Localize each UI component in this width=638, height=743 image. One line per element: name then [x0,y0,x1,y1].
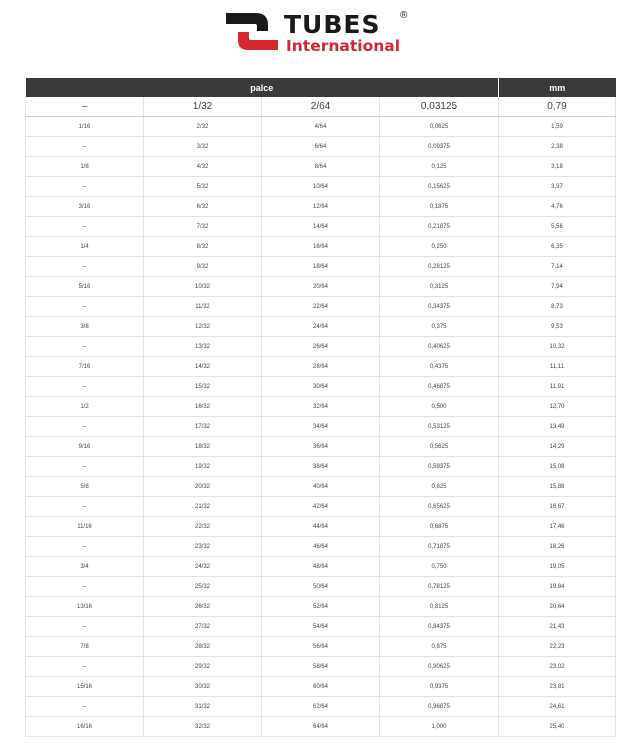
fraction-32nds-cell: 31/32 [144,697,262,717]
fraction-64ths-cell: 22/64 [262,297,380,317]
fraction-64ths-cell: 16/64 [262,237,380,257]
fraction-16ths-cell: – [26,217,144,237]
fraction-16ths-cell: 15/16 [26,677,144,697]
fraction-64ths-cell: 20/64 [262,277,380,297]
fraction-32nds-cell: 19/32 [144,457,262,477]
tube-bend-icon [224,10,280,52]
fraction-64ths-cell: 56/64 [262,637,380,657]
logo-wordmark-tubes: TUBES [284,10,381,39]
table-row [26,197,616,217]
fraction-32nds-cell: 29/32 [144,657,262,677]
fraction-32nds-cell: 32/32 [144,717,262,737]
fraction-32nds-cell: 16/32 [144,397,262,417]
decimal-inch-cell: 0,5625 [380,437,499,457]
fraction-64ths-cell: 54/64 [262,617,380,637]
table-row [26,217,616,237]
decimal-inch-cell: 0,6875 [380,517,499,537]
fraction-32nds-cell: 12/32 [144,317,262,337]
table-row [26,697,616,717]
decimal-inch-cell: 0,250 [380,237,499,257]
millimeter-cell: 4,76 [499,197,616,217]
fraction-16ths-cell: – [26,697,144,717]
table-row [26,537,616,557]
decimal-inch-cell: 0,71875 [380,537,499,557]
fraction-64ths-cell: 52/64 [262,597,380,617]
registered-mark: ® [400,10,408,21]
decimal-inch-cell: 0,84375 [380,617,499,637]
millimeter-cell: 15,08 [499,457,616,477]
millimeter-cell: 9,53 [499,317,616,337]
conversion-table [25,78,616,737]
decimal-inch-cell: 0,625 [380,477,499,497]
millimeter-cell: 8,73 [499,297,616,317]
fraction-16ths-cell: 5/8 [26,477,144,497]
decimal-inch-cell: 0,4375 [380,357,499,377]
millimeter-cell: 11,11 [499,357,616,377]
millimeter-cell: 23,02 [499,657,616,677]
fraction-16ths-cell: – [26,457,144,477]
fraction-16ths-cell: 3/16 [26,197,144,217]
decimal-inch-cell: 0,53125 [380,417,499,437]
fraction-32nds-cell: 20/32 [144,477,262,497]
fraction-32nds-cell: 30/32 [144,677,262,697]
table-row [26,657,616,677]
fraction-32nds-cell: 15/32 [144,377,262,397]
decimal-inch-cell: 0,46875 [380,377,499,397]
table-row [26,397,616,417]
fraction-64ths-cell: 18/64 [262,257,380,277]
millimeter-cell: 1,59 [499,117,616,137]
table-row [26,317,616,337]
millimeter-cell: 3,18 [499,157,616,177]
table-row [26,177,616,197]
decimal-inch-cell: 0,09375 [380,137,499,157]
fraction-16ths-cell: – [26,497,144,517]
fraction-16ths-cell: 13/16 [26,597,144,617]
decimal-inch-cell: 0,8125 [380,597,499,617]
millimeter-cell: 21,43 [499,617,616,637]
fraction-64ths-cell: 34/64 [262,417,380,437]
decimal-inch-cell: 0,500 [380,397,499,417]
decimal-inch-cell: 0,750 [380,557,499,577]
fraction-16ths-cell: 9/16 [26,437,144,457]
fraction-16ths-cell: 1/8 [26,157,144,177]
decimal-inch-cell: 0,65625 [380,497,499,517]
table-row [26,477,616,497]
table-row [26,357,616,377]
table-row [26,417,616,437]
table-row [26,237,616,257]
fraction-64ths-cell: 44/64 [262,517,380,537]
fraction-16ths-cell: – [26,577,144,597]
table-row [26,557,616,577]
fraction-16ths-cell: 16/16 [26,717,144,737]
fraction-32nds-cell: 13/32 [144,337,262,357]
fraction-64ths-cell: 8/64 [262,157,380,177]
table-row [26,377,616,397]
table-row [26,637,616,657]
fraction-64ths-cell: 28/64 [262,357,380,377]
millimeter-cell: 17,46 [499,517,616,537]
fraction-64ths-cell: 12/64 [262,197,380,217]
millimeter-cell: 14,29 [499,437,616,457]
fraction-32nds-cell: 11/32 [144,297,262,317]
fraction-32nds-cell: 21/32 [144,497,262,517]
fraction-64ths-cell: 60/64 [262,677,380,697]
fraction-32nds-cell: 25/32 [144,577,262,597]
table-row [26,137,616,157]
fraction-16ths-cell: 1/16 [26,117,144,137]
decimal-inch-cell: 0,1875 [380,197,499,217]
millimeter-cell: 0,79 [499,97,616,117]
fraction-32nds-cell: 2/32 [144,117,262,137]
millimeter-cell: 13,49 [499,417,616,437]
decimal-inch-cell: 0,78125 [380,577,499,597]
fraction-64ths-cell: 32/64 [262,397,380,417]
table-row [26,297,616,317]
millimeter-cell: 2,38 [499,137,616,157]
decimal-inch-cell: 0,96875 [380,697,499,717]
fraction-16ths-cell: – [26,297,144,317]
header-mm: mm [499,78,616,97]
fraction-16ths-cell: – [26,537,144,557]
fraction-16ths-cell: – [26,337,144,357]
fraction-64ths-cell: 46/64 [262,537,380,557]
fraction-16ths-cell: 1/2 [26,397,144,417]
table-row [26,337,616,357]
fraction-16ths-cell: 1/4 [26,237,144,257]
decimal-inch-cell: 0,21875 [380,217,499,237]
decimal-inch-cell: 0,28125 [380,257,499,277]
fraction-32nds-cell: 9/32 [144,257,262,277]
decimal-inch-cell: 0,375 [380,317,499,337]
fraction-16ths-cell: – [26,417,144,437]
millimeter-cell: 6,35 [499,237,616,257]
fraction-32nds-cell: 4/32 [144,157,262,177]
fraction-64ths-cell: 10/64 [262,177,380,197]
decimal-inch-cell: 0,34375 [380,297,499,317]
fraction-16ths-cell: – [26,137,144,157]
fraction-32nds-cell: 1/32 [144,97,262,117]
fraction-64ths-cell: 48/64 [262,557,380,577]
fraction-16ths-cell: 7/16 [26,357,144,377]
millimeter-cell: 7,94 [499,277,616,297]
table-row [26,577,616,597]
fraction-16ths-cell: – [26,377,144,397]
fraction-32nds-cell: 18/32 [144,437,262,457]
table-row [26,457,616,477]
logo-wordmark-international: International [286,37,401,55]
decimal-inch-cell: 0,40625 [380,337,499,357]
fraction-64ths-cell: 2/64 [262,97,380,117]
millimeter-cell: 15,88 [499,477,616,497]
decimal-inch-cell: 0,59375 [380,457,499,477]
fraction-32nds-cell: 22/32 [144,517,262,537]
fraction-64ths-cell: 42/64 [262,497,380,517]
millimeter-cell: 3,97 [499,177,616,197]
fraction-32nds-cell: 17/32 [144,417,262,437]
table-row [26,257,616,277]
header-inches: palce [26,78,499,97]
millimeter-cell: 19,05 [499,557,616,577]
fraction-64ths-cell: 40/64 [262,477,380,497]
fraction-64ths-cell: 24/64 [262,317,380,337]
fraction-32nds-cell: 7/32 [144,217,262,237]
fraction-16ths-cell: – [26,617,144,637]
decimal-inch-cell: 1,000 [380,717,499,737]
fraction-32nds-cell: 28/32 [144,637,262,657]
millimeter-cell: 22,23 [499,637,616,657]
millimeter-cell: 7,14 [499,257,616,277]
millimeter-cell: 24,61 [499,697,616,717]
decimal-inch-cell: 0,0625 [380,117,499,137]
millimeter-cell: 25,40 [499,717,616,737]
fraction-64ths-cell: 38/64 [262,457,380,477]
fraction-16ths-cell: – [26,257,144,277]
fraction-32nds-cell: 6/32 [144,197,262,217]
millimeter-cell: 16,67 [499,497,616,517]
fraction-64ths-cell: 26/64 [262,337,380,357]
table-body [26,97,616,737]
fraction-32nds-cell: 14/32 [144,357,262,377]
fraction-64ths-cell: 4/64 [262,117,380,137]
fraction-16ths-cell: – [26,657,144,677]
millimeter-cell: 19,84 [499,577,616,597]
table-row [26,677,616,697]
fraction-16ths-cell: 5/16 [26,277,144,297]
table-row [26,497,616,517]
table-row [26,97,616,117]
fraction-16ths-cell: 3/4 [26,557,144,577]
fraction-16ths-cell: – [26,97,144,117]
fraction-32nds-cell: 3/32 [144,137,262,157]
millimeter-cell: 11,91 [499,377,616,397]
fraction-64ths-cell: 30/64 [262,377,380,397]
fraction-32nds-cell: 5/32 [144,177,262,197]
fraction-16ths-cell: 3/8 [26,317,144,337]
decimal-inch-cell: 0,15625 [380,177,499,197]
fraction-64ths-cell: 6/64 [262,137,380,157]
fraction-64ths-cell: 14/64 [262,217,380,237]
fraction-64ths-cell: 36/64 [262,437,380,457]
table-row [26,117,616,137]
table-row [26,437,616,457]
table-header-row [26,78,616,97]
millimeter-cell: 23,81 [499,677,616,697]
decimal-inch-cell: 0,3125 [380,277,499,297]
fraction-32nds-cell: 26/32 [144,597,262,617]
decimal-inch-cell: 0,03125 [380,97,499,117]
fraction-32nds-cell: 23/32 [144,537,262,557]
millimeter-cell: 5,56 [499,217,616,237]
millimeter-cell: 12,70 [499,397,616,417]
fraction-64ths-cell: 64/64 [262,717,380,737]
table-row [26,717,616,737]
millimeter-cell: 20,64 [499,597,616,617]
fraction-64ths-cell: 58/64 [262,657,380,677]
decimal-inch-cell: 0,90625 [380,657,499,677]
table-row [26,157,616,177]
table-row [26,277,616,297]
decimal-inch-cell: 0,9375 [380,677,499,697]
fraction-32nds-cell: 27/32 [144,617,262,637]
fraction-16ths-cell: 7/8 [26,637,144,657]
fraction-32nds-cell: 8/32 [144,237,262,257]
table-row [26,617,616,637]
fraction-64ths-cell: 50/64 [262,577,380,597]
fraction-32nds-cell: 24/32 [144,557,262,577]
decimal-inch-cell: 0,875 [380,637,499,657]
decimal-inch-cell: 0,125 [380,157,499,177]
millimeter-cell: 10,32 [499,337,616,357]
fraction-32nds-cell: 10/32 [144,277,262,297]
fraction-64ths-cell: 62/64 [262,697,380,717]
table-row [26,597,616,617]
fraction-16ths-cell: – [26,177,144,197]
table-row [26,517,616,537]
company-logo [224,10,414,56]
fraction-16ths-cell: 11/16 [26,517,144,537]
millimeter-cell: 18,26 [499,537,616,557]
